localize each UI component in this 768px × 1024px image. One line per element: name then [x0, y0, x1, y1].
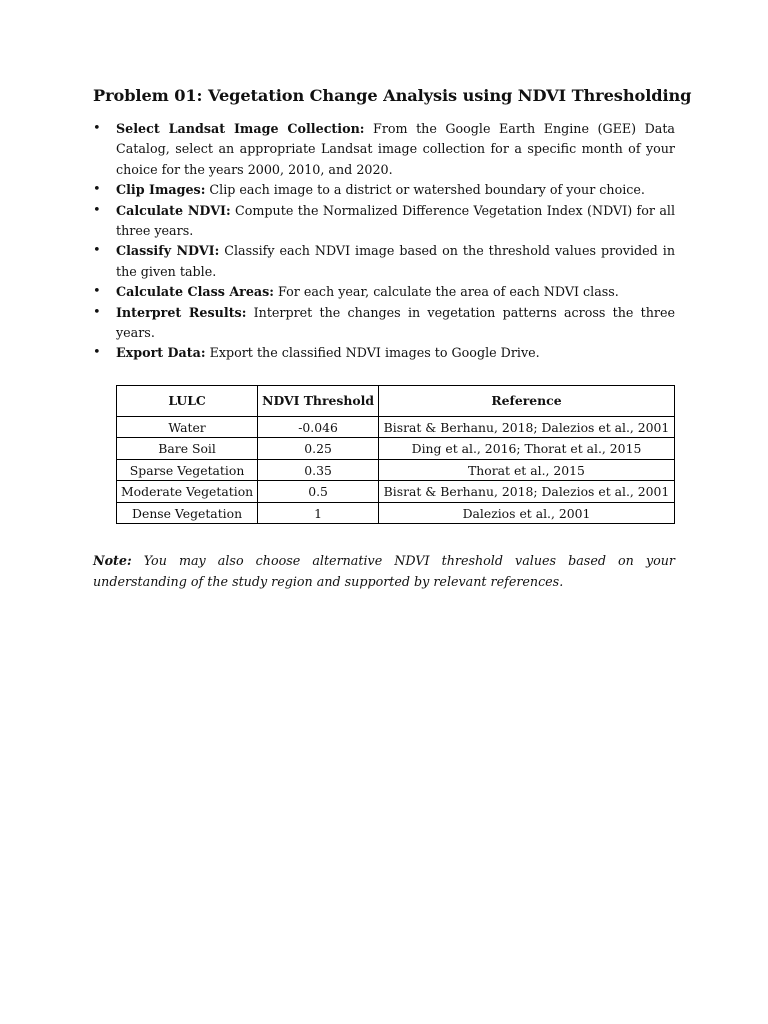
- task-label: Export Data:: [116, 345, 206, 361]
- cell-threshold: 0.25: [258, 438, 379, 460]
- task-item: [93, 303, 675, 344]
- cell-reference: Bisrat & Berhanu, 2018; Dalezios et al., 2001: [378, 481, 674, 503]
- task-label: Calculate NDVI:: [116, 202, 231, 218]
- table-row: [117, 459, 675, 481]
- bullet-icon: •: [93, 243, 101, 259]
- ndvi-threshold-table: [116, 385, 675, 525]
- task-item: [93, 201, 675, 242]
- bullet-icon: •: [93, 345, 101, 361]
- cell-reference: Thorat et al., 2015: [378, 459, 674, 481]
- table-row: [117, 416, 675, 438]
- page-title: Problem 01: Vegetation Change Analysis using NDVI Thresholding: [93, 86, 692, 105]
- bullet-icon: •: [93, 182, 101, 198]
- bullet-icon: •: [93, 284, 101, 300]
- task-text: From the Google Earth Engine (GEE) Data Catalog, select an appropriate Landsat image collection for a specific month of your choice for the years 2000, 2010, and 2020.: [116, 121, 675, 177]
- task-text: Interpret the changes in vegetation patterns across the three years.: [116, 304, 675, 341]
- cell-lulc: Bare Soil: [117, 438, 258, 460]
- column-header-reference: Reference: [378, 385, 674, 416]
- table-row: [117, 438, 675, 460]
- cell-lulc: Water: [117, 416, 258, 438]
- task-label: Classify NDVI:: [116, 243, 220, 259]
- task-label: Clip Images:: [116, 182, 206, 198]
- note-paragraph: [93, 551, 675, 592]
- table-row: [117, 481, 675, 503]
- column-header-ndvi-threshold: NDVI Threshold: [258, 385, 379, 416]
- task-text: For each year, calculate the area of each NDVI class.: [273, 284, 619, 300]
- task-item: [93, 119, 675, 180]
- task-text: Export the classified NDVI images to Google Drive.: [205, 345, 540, 361]
- task-text: Classify each NDVI image based on the threshold values provided in the given table.: [116, 243, 675, 279]
- bullet-icon: •: [93, 202, 101, 218]
- task-item: [93, 343, 675, 363]
- note-text: You may also choose alternative NDVI threshold values based on your understanding of the study region and supported by relevant references.: [93, 553, 675, 589]
- task-label: Interpret Results:: [116, 304, 247, 320]
- document-page: [93, 86, 692, 605]
- column-header-lulc: LULC: [117, 385, 258, 416]
- table-row: [117, 502, 675, 524]
- cell-reference: Bisrat & Berhanu, 2018; Dalezios et al., 2001: [378, 416, 674, 438]
- cell-threshold: 1: [258, 502, 379, 524]
- cell-lulc: Moderate Vegetation: [117, 481, 258, 503]
- task-text: Clip each image to a district or watershed boundary of your choice.: [205, 182, 645, 198]
- cell-reference: Dalezios et al., 2001: [378, 502, 674, 524]
- task-item: [93, 241, 675, 282]
- table-header-row: [117, 385, 675, 416]
- task-item: [93, 282, 675, 302]
- cell-threshold: 0.35: [258, 459, 379, 481]
- bullet-icon: •: [93, 304, 101, 320]
- task-list: [93, 119, 675, 364]
- task-item: [93, 180, 675, 200]
- cell-lulc: Dense Vegetation: [117, 502, 258, 524]
- cell-threshold: 0.5: [258, 481, 379, 503]
- task-label: Select Landsat Image Collection:: [116, 121, 365, 136]
- cell-reference: Ding et al., 2016; Thorat et al., 2015: [378, 438, 674, 460]
- cell-lulc: Sparse Vegetation: [117, 459, 258, 481]
- task-label: Calculate Class Areas:: [116, 284, 274, 300]
- bullet-icon: •: [93, 121, 101, 136]
- note-label: Note:: [93, 553, 132, 569]
- cell-threshold: -0.046: [258, 416, 379, 438]
- task-text: Compute the Normalized Difference Vegetation Index (NDVI) for all three years.: [116, 202, 675, 239]
